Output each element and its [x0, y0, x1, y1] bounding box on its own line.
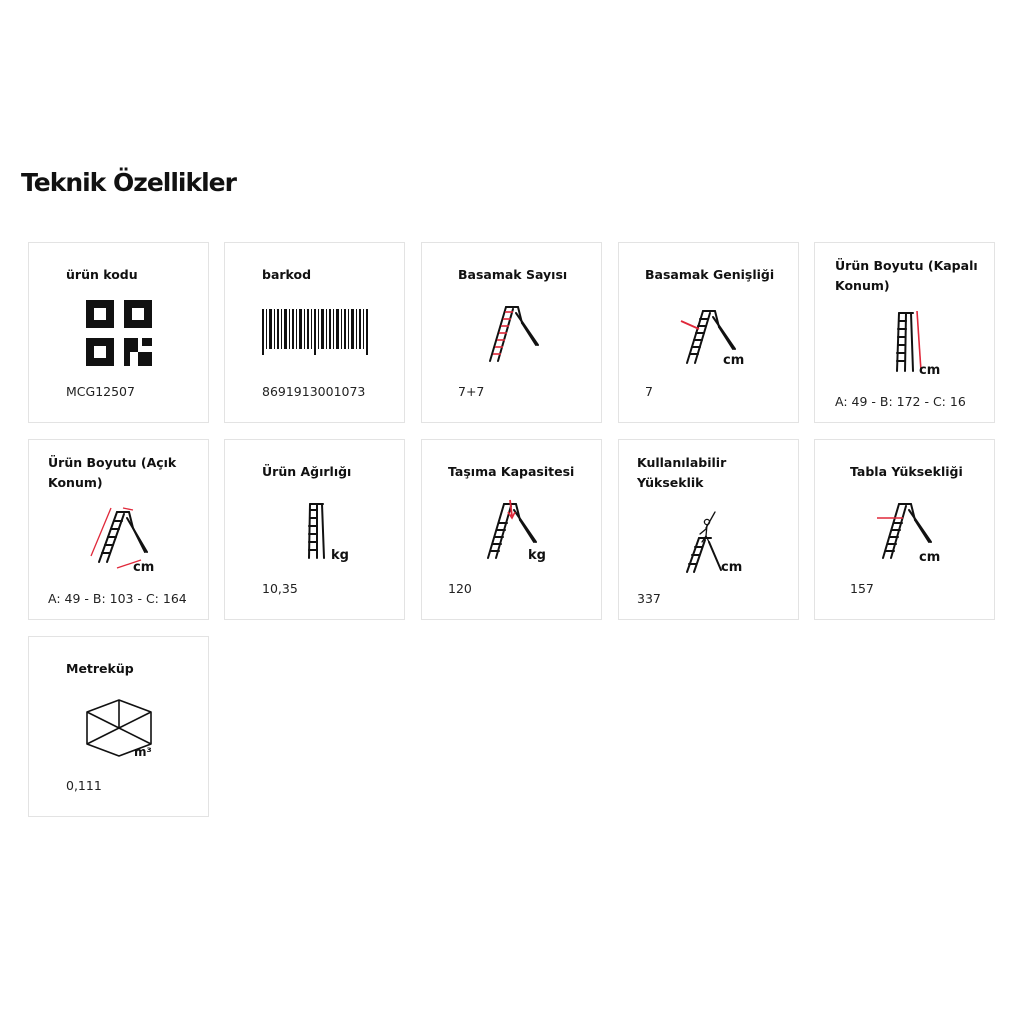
unit-label: cm — [919, 363, 941, 378]
spec-card-barcode — [224, 242, 405, 423]
spec-label: Ürün Boyutu (Kapalı Konum) — [835, 258, 978, 293]
spec-label: Taşıma Kapasitesi — [448, 464, 575, 479]
spec-card-platform-height — [814, 439, 995, 620]
spec-card-open-size — [28, 439, 209, 620]
spec-value: 10,35 — [262, 581, 298, 596]
unit-label: cm — [133, 560, 155, 575]
spec-card-weight — [224, 439, 405, 620]
page-title: Teknik Özellikler — [21, 168, 236, 197]
qr-code-icon — [86, 300, 152, 366]
spec-label: Kullanılabilir Yükseklik — [637, 455, 727, 490]
ladder-steps-icon — [488, 303, 544, 363]
spec-label: ürün kodu — [66, 267, 138, 282]
spec-card-closed-size — [814, 242, 995, 423]
spec-value: 7 — [645, 384, 653, 399]
spec-label: Ürün Ağırlığı — [262, 464, 352, 479]
unit-label: m³ — [134, 745, 152, 759]
spec-value: 337 — [637, 591, 661, 606]
barcode-icon — [262, 309, 368, 355]
spec-card-product-code — [28, 242, 209, 423]
spec-value: MCG12507 — [66, 384, 135, 399]
spec-label: Ürün Boyutu (Açık Konum) — [48, 455, 177, 490]
spec-label: Basamak Sayısı — [458, 267, 568, 282]
unit-label: kg — [331, 548, 349, 563]
spec-card-usable-height — [618, 439, 799, 620]
spec-value: 0,111 — [66, 778, 102, 793]
spec-value: A: 49 - B: 172 - C: 16 — [835, 394, 966, 409]
unit-label: cm — [919, 550, 941, 565]
spec-label: barkod — [262, 267, 312, 282]
unit-label: cm — [723, 353, 745, 368]
spec-card-capacity — [421, 439, 602, 620]
spec-value: 157 — [850, 581, 874, 596]
spec-value: A: 49 - B: 103 - C: 164 — [48, 591, 187, 606]
spec-label: Basamak Genişliği — [645, 267, 775, 282]
spec-card-volume — [28, 636, 209, 817]
spec-value: 8691913001073 — [262, 384, 366, 399]
spec-card-step-width — [618, 242, 799, 423]
spec-value: 120 — [448, 581, 472, 596]
spec-label: Metreküp — [66, 661, 134, 676]
spec-card-step-count — [421, 242, 602, 423]
unit-label: kg — [528, 548, 546, 563]
unit-label: cm — [721, 560, 743, 575]
spec-label: Tabla Yüksekliği — [850, 464, 963, 479]
spec-value: 7+7 — [458, 384, 485, 399]
